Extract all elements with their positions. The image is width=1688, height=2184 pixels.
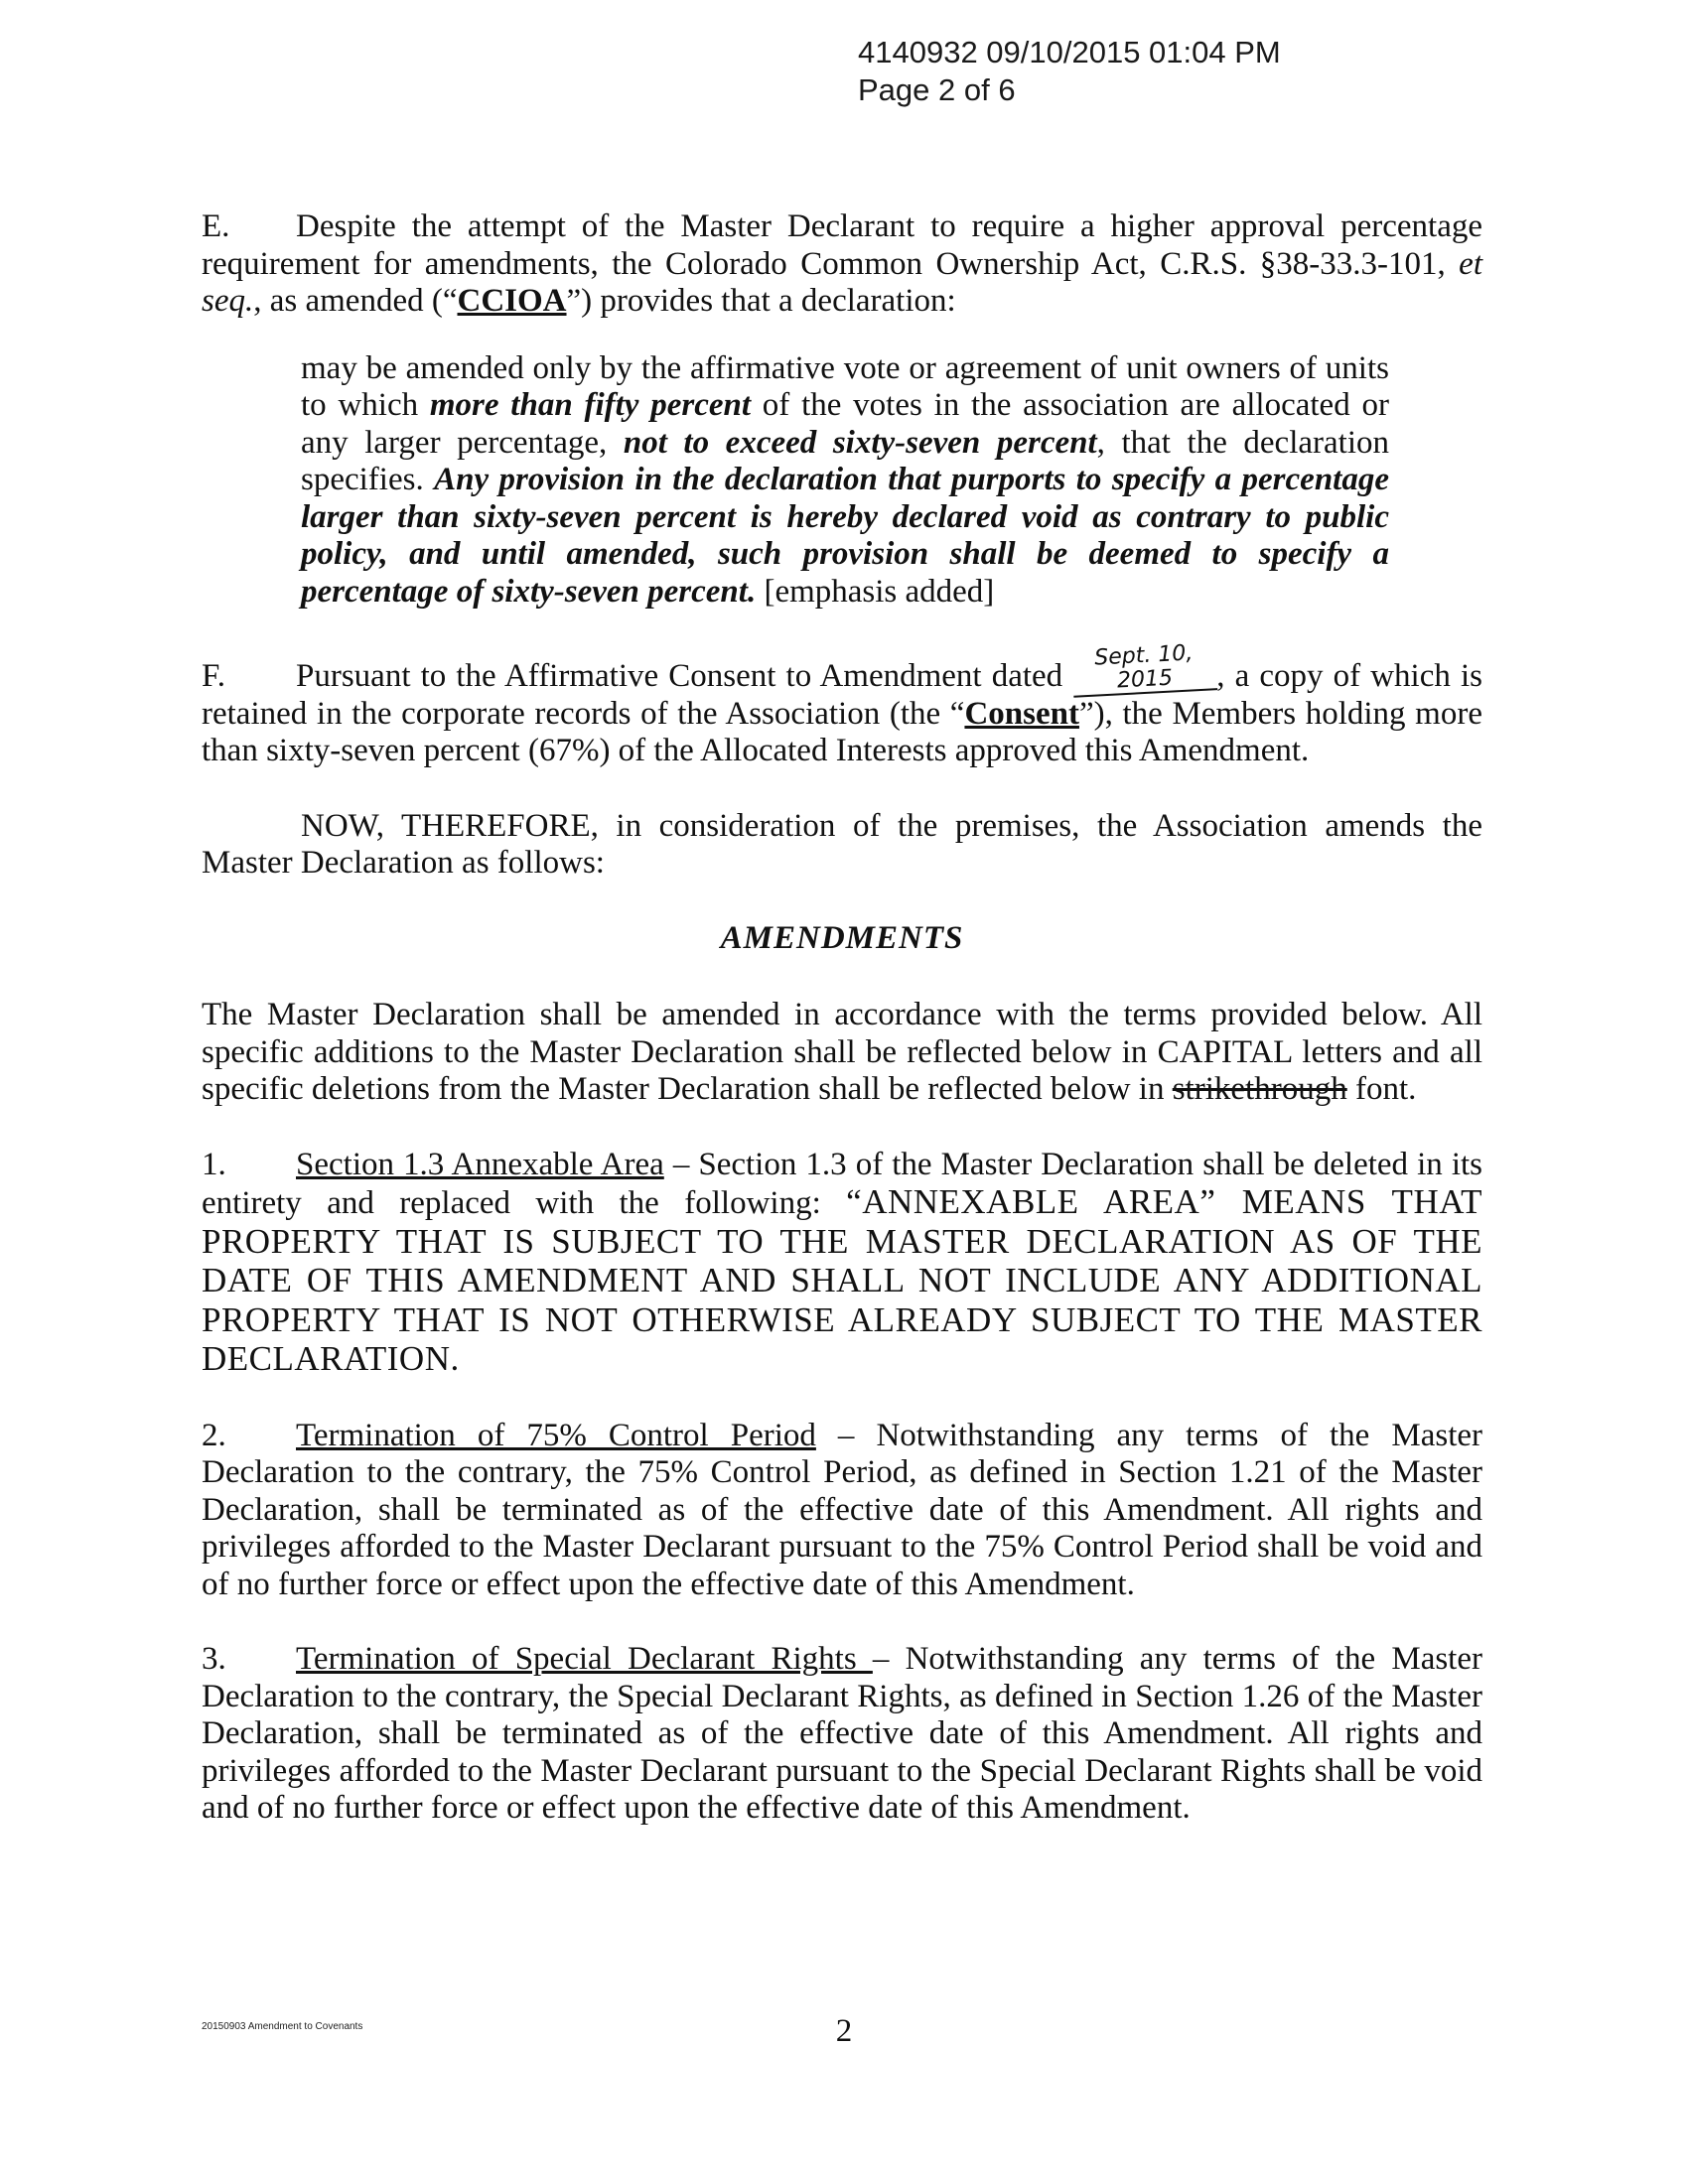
recital-letter: F.: [202, 658, 225, 694]
strikethrough-sample: strikethrough: [1172, 1071, 1347, 1107]
item-title: Termination of Special Declarant Rights: [296, 1641, 873, 1677]
now-therefore-clause: NOW, THEREFORE, in consideration of the premises, the Association amends the Master Declaration as follows:: [202, 807, 1482, 881]
item-number: 2.: [202, 1417, 226, 1453]
recital-f: F. Pursuant to the Affirmative Consent to Amendment dated Sept. 10, 2015 , a copy of which is retained in the corporate records of the Association (the “Consent”), the Members holding more than sixty-seven percent (67%) of the Allocated Interests approved this Amendment.: [202, 640, 1482, 768]
item-number: 3.: [202, 1641, 226, 1677]
defined-term-ccioa: CCIOA: [457, 283, 567, 319]
recital-e: E. Despite the attempt of the Master Declarant to require a higher approval percentage requirement for amendments, the Colorado Common Ownership Act, C.R.S. §38-33.3-101, et seq., as amended (“CCIOA”) provides that a declaration:: [202, 208, 1482, 319]
handwritten-date: Sept. 10, 2015: [1071, 640, 1217, 698]
item-title: Termination of 75% Control Period: [296, 1417, 816, 1453]
amendment-item: 2. Termination of 75% Control Period – Notwithstanding any terms of the Master Declaration to the contrary, the 75% Control Period, as defined in Section 1.21 of the Master Declaration, shall be terminated as of the effective date of this Amendment. All rights and privileges afforded to the Master Declarant pursuant to the 75% Control Period shall be void and of no further force or effect upon the effective date of this Amendment.: [202, 1417, 1482, 1602]
recording-stamp: [858, 34, 1281, 109]
file-code: 20150903 Amendment to Covenants: [202, 2021, 363, 2032]
amendment-item: 3. Termination of Special Declarant Rights – Notwithstanding any terms of the Master Declaration to the contrary, the Special Declarant Rights, as defined in Section 1.26 of the Master Declaration, shall be terminated as of the effective date of this Amendment. All rights and privileges afforded to the Master Declarant pursuant to the Special Declarant Rights shall be void and of no further force or effect upon the effective date of this Amendment.: [202, 1641, 1482, 1826]
defined-term-consent: Consent: [964, 695, 1079, 732]
recital-letter: E.: [202, 208, 230, 244]
section-heading: AMENDMENTS: [720, 919, 964, 956]
document-body: [202, 208, 1482, 1865]
page-number: 2: [835, 2013, 853, 2049]
page-indicator: Page 2 of 6: [858, 72, 1016, 107]
amendment-item: 1. Section 1.3 Annexable Area – Section 1.3 of the Master Declaration shall be deleted in its entirety and replaced with the following: “ANNEXABLE AREA” MEANS THAT PROPERTY THAT IS SUBJECT TO THE MASTER DECLARATION AS OF THE DATE OF THIS AMENDMENT AND SHALL NOT INCLUDE ANY ADDITIONAL PROPERTY THAT IS NOT OTHERWISE ALREADY SUBJECT TO THE MASTER DECLARATION.: [202, 1146, 1482, 1378]
item-title: Section 1.3 Annexable Area: [296, 1146, 664, 1182]
statute-quote: may be amended only by the affirmative vote or agreement of unit owners of units to which more than fifty percent of the votes in the association are allocated or any larger percentage, not to exceed sixty-seven percent, that the declaration specifies. Any provision in the declaration that purports to specify a percentage larger than sixty-seven percent is hereby declared void as contrary to public policy, and until amended, such provision shall be deemed to specify a percentage of sixty-seven percent. [emphasis added]: [301, 349, 1389, 610]
recording-id-time: 4140932 09/10/2015 01:04 PM: [858, 35, 1281, 69]
item-number: 1.: [202, 1146, 226, 1182]
amendment-intro: The Master Declaration shall be amended in accordance with the terms provided below. All specific additions to the Master Declaration shall be reflected below in CAPITAL letters and all specific deletions from the Master Declaration shall be reflected below in strikethrough font.: [202, 997, 1482, 1107]
